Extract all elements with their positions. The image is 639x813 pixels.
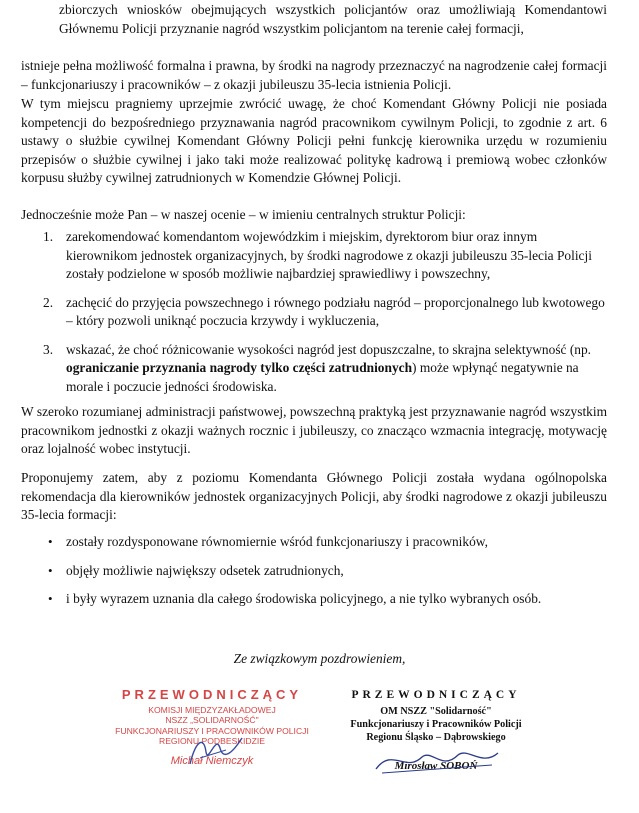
list-item	[21, 294, 607, 331]
list-item	[21, 562, 607, 581]
bullet-list	[21, 533, 607, 619]
handwritten-signature	[372, 743, 502, 777]
left-signature-stamp	[108, 686, 316, 770]
handwritten-signature	[186, 730, 246, 770]
stamp-line: NSZZ „SOLIDARNOŚĆ"	[165, 715, 259, 725]
list-number: 2.	[43, 294, 54, 310]
list-item	[21, 533, 607, 552]
bullet-icon: •	[48, 562, 53, 578]
stamp-title: PRZEWODNICZĄCY	[121, 687, 303, 702]
stamp-name	[108, 752, 316, 771]
list-item-text-post: ) może wpłynąć negatywnie na morale i poczucie jedności środowiska.	[66, 360, 579, 394]
numbered-list	[21, 228, 607, 406]
stamp-name-text: Mirosław SOBOŃ	[394, 759, 478, 772]
paragraph-formal-possibility: istnieje pełna możliwość formalna i prawna, by środki na nagrody przeznaczyć na nagrodzenie całej formacji – funkcjonariuszy i pracowników – z okazji jubileuszu 35-lecia istnienia Policji.	[21, 58, 607, 92]
right-signature-stamp	[332, 686, 540, 775]
list-item-text-pre: wskazać, że choć różnicowanie wysokości nagród jest dopuszczalne, to skrajna selektywność (np.	[66, 341, 592, 357]
closing-greeting: Ze związkowym pozdrowieniem,	[233, 651, 406, 666]
list-number: 3.	[43, 341, 54, 357]
stamp-title: PRZEWODNICZĄCY	[351, 689, 521, 701]
list-item-text: zachęcić do przyjęcia powszechnego i równego podziału nagród – proporcjonalnego lub kwotowego – który pozwoli uniknąć poczucia krzywdy i wykluczenia,	[66, 294, 605, 328]
bullet-icon: •	[48, 534, 53, 549]
list-item-text: zostały rozdysponowane równomiernie wśród funkcjonariuszy i pracowników,	[66, 534, 488, 549]
stamp-line: KOMISJI MIĘDZYZAKŁADOWEJ	[148, 704, 276, 715]
stamp-line: Regionu Śląsko – Dąbrowskiego	[366, 731, 506, 743]
list-item-text: zarekomendować komendantom wojewódzkim i miejskim, dyrektorom biur oraz innym kierownikom jednostek organizacyjnych, by środki nagrodowe z okazji jubileuszu 35-lecia Policji zostały podzielone w sposób możliwie najbardziej sprawiedliwy i powszechny,	[66, 229, 592, 281]
list-item-text-bold: ograniczanie przyznania nagrody tylko części zatrudnionych	[66, 360, 413, 375]
list-item-text: objęły możliwie największy odsetek zatrudnionych,	[66, 562, 344, 578]
stamp-line: OM NSZZ "Solidarność"	[380, 705, 492, 717]
bullet-icon: •	[48, 591, 53, 606]
list-continuation-text: zbiorczych wniosków obejmujących wszystkich policjantów oraz umożliwiają Komendantowi Głównemu Policji przyznanie nagród wszystkim policjantom na terenie całej formacji,	[59, 2, 607, 36]
stamp-line: FUNKCJONARIUSZY I PRACOWNIKÓW POLICJI	[115, 725, 309, 736]
stamp-name	[332, 757, 540, 776]
list-item	[21, 590, 607, 609]
paragraph-administration-practice: W szeroko rozumianej administracji państwowej, powszechną praktyką jest przyznawanie nagród wszystkim pracownikom jednostki z okazji ważnych rocznic i jubileuszy, co znacząco wzmacnia integrację, motywację oraz lojalność wobec instytucji.	[21, 404, 607, 456]
paragraph-central-structures: Jednocześnie może Pan – w naszej ocenie – w imieniu centralnych struktur Policji:	[21, 207, 466, 222]
list-item	[21, 228, 607, 284]
stamp-line: Funkcjonariuszy i Pracowników Policji	[350, 718, 522, 730]
list-number: 1.	[43, 229, 54, 244]
paragraph-civil-service-note: W tym miejscu pragniemy uprzejmie zwrócić uwagę, że choć Komendant Główny Policji nie posiada kompetencji do bezpośredniego przyznawania nagród pracownikom cywilnym Policji, to zgodnie z art. 6 ustawy o służbie cywilnej Komendant Główny Policji pełni funkcję kierownika urzędu w rozumieniu przepisów o służbie cywilnej i jako taki może realizować politykę kadrową i premiową wobec członków korpusu służby cywilnej zatrudnionych w Komendzie Głównej Policji.	[21, 96, 607, 185]
stamp-line: REGIONU PODBESKIDZIE	[158, 736, 265, 746]
list-item-text: i były wyrazem uznania dla całego środowiska policyjnego, a nie tylko wybranych osób.	[66, 591, 542, 606]
paragraph-proposal: Proponujemy zatem, aby z poziomu Komendanta Głównego Policji została wydana ogólnopolska rekomendacja dla kierowników jednostek organizacyjnych Policji, aby środki nagrodowe z okazji jubileuszu 35-lecia formacji:	[21, 470, 607, 522]
stamp-name-text: Michał Niemczyk	[170, 754, 254, 767]
list-item	[21, 341, 607, 397]
